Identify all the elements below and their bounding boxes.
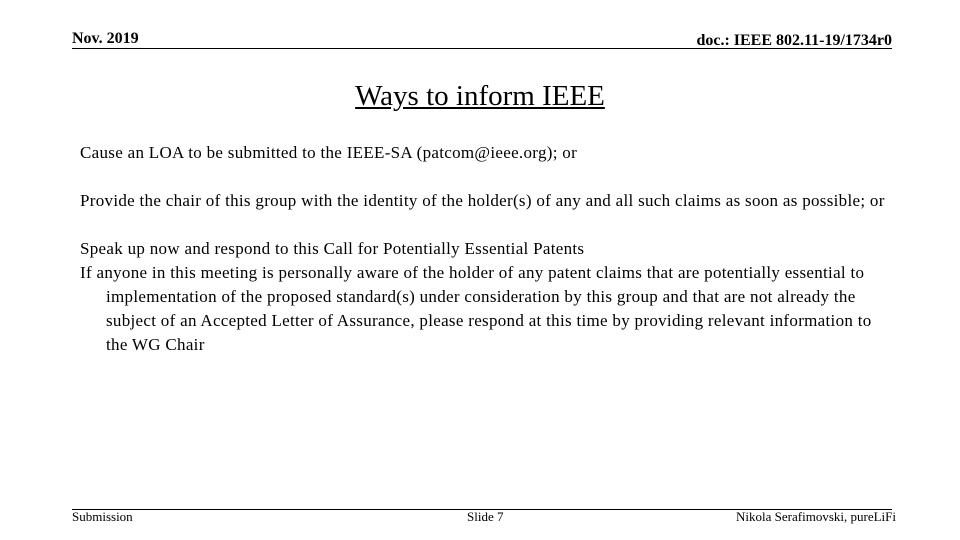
footer-slide-number: Slide 7 [467,509,504,524]
body-paragraph-provide-chair: Provide the chair of this group with the identity of the holder(s) of any and all such claims as soon as possible; or [80,191,885,210]
slide-title: Ways to inform IEEE [355,80,605,112]
footer-submission: Submission [72,509,133,524]
body-paragraph-if-anyone: If anyone in this meeting is personally aware of the holder of any patent claims that are potentially essential to implementation of the proposed standard(s) under consideration by this group and that are not already the subject of an Accepted Letter of Assurance, please respond at this time by providing relevant information to the WG Chair [80,263,872,354]
footer-author: Nikola Serafimovski, pureLiFi [736,509,896,524]
header-divider [72,48,892,49]
header-date: Nov. 2019 [72,30,139,47]
slide-body [80,141,890,357]
body-paragraph-loa: Cause an LOA to be submitted to the IEEE-SA (patcom@ieee.org); or [80,143,578,162]
header-document-id: doc.: IEEE 802.11-19/1734r0 [696,32,892,49]
body-paragraph-speak-up: Speak up now and respond to this Call for Potentially Essential Patents [80,239,585,258]
